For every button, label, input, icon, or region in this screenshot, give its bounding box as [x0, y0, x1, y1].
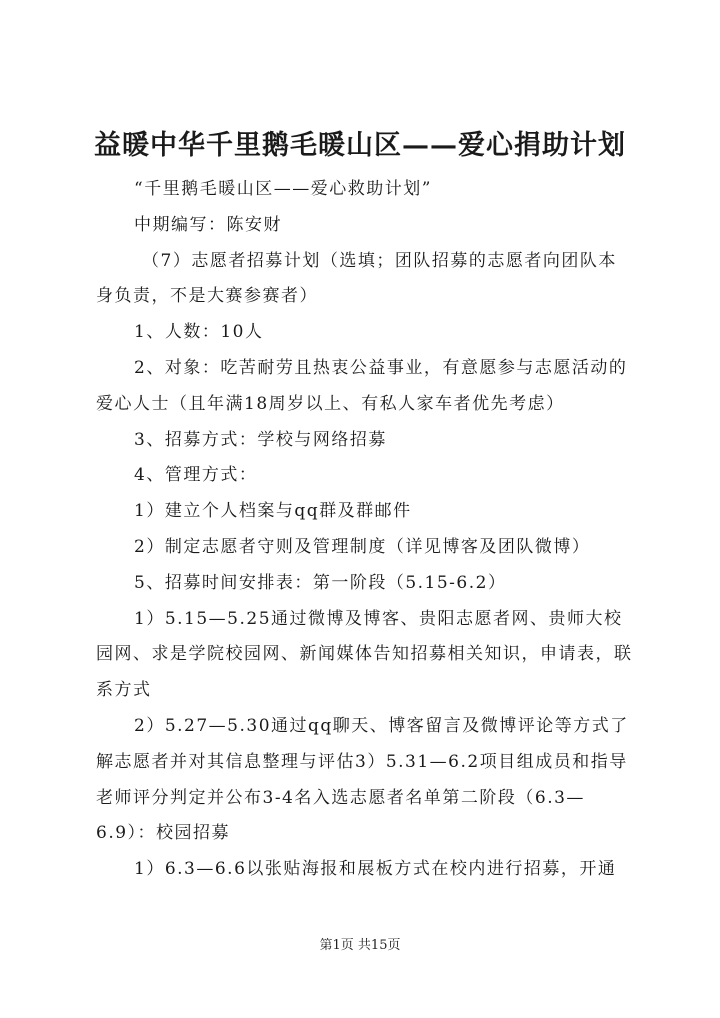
paragraph-volunteer-plan: （7）志愿者招募计划（选填；团队招募的志愿者向团队本身负责，不是大赛参赛者）: [96, 250, 617, 307]
paragraph-schedule: 5、招募时间安排表：第一阶段（5.15-6.2）: [134, 572, 507, 593]
paragraph-management: 4、管理方式：: [134, 465, 258, 486]
paragraph-recruit-method: 3、招募方式：学校与网络招募: [134, 429, 387, 450]
paragraph-subtitle: “千里鹅毛暖山区——爱心救助计划”: [134, 179, 432, 199]
paragraph-management-2: 2）制定志愿者守则及管理制度（详见博客及团队微博）: [134, 536, 591, 557]
paragraph-schedule-1: 1）5.15—5.25通过微博及博客、贵阳志愿者网、贵师大校园网、求是学院校园网、新闻媒体告知招募相关知识，申请表，联系方式: [96, 608, 633, 701]
page-number-footer: 第1页 共15页: [319, 938, 401, 953]
paragraph-schedule-2: 2）5.27—5.30通过qq聊天、博客留言及微博评论等方式了解志愿者并对其信息整理与评估3）5.31—6.2项目组成员和指导老师评分判定并公布3-4名入选志愿者名单第二阶段（6.3—6.9）：校园招募: [96, 715, 629, 844]
paragraph-schedule-3: 1）6.3—6.6以张贴海报和展板方式在校内进行招募，开通: [134, 859, 617, 880]
paragraph-headcount: 1、人数：10人: [134, 322, 264, 343]
paragraph-author: 中期编写：陈安财: [134, 214, 282, 235]
paragraph-management-1: 1）建立个人档案与qq群及群邮件: [134, 501, 412, 522]
paragraph-target: 2、对象：吃苦耐劳且热衷公益事业，有意愿参与志愿活动的爱心人士（且年满18周岁以上、有私人家车者优先考虑）: [96, 357, 628, 414]
document-body: [96, 172, 634, 888]
document-title: 益暖中华千里鹅毛暖山区——爱心捐助计划: [94, 130, 626, 161]
